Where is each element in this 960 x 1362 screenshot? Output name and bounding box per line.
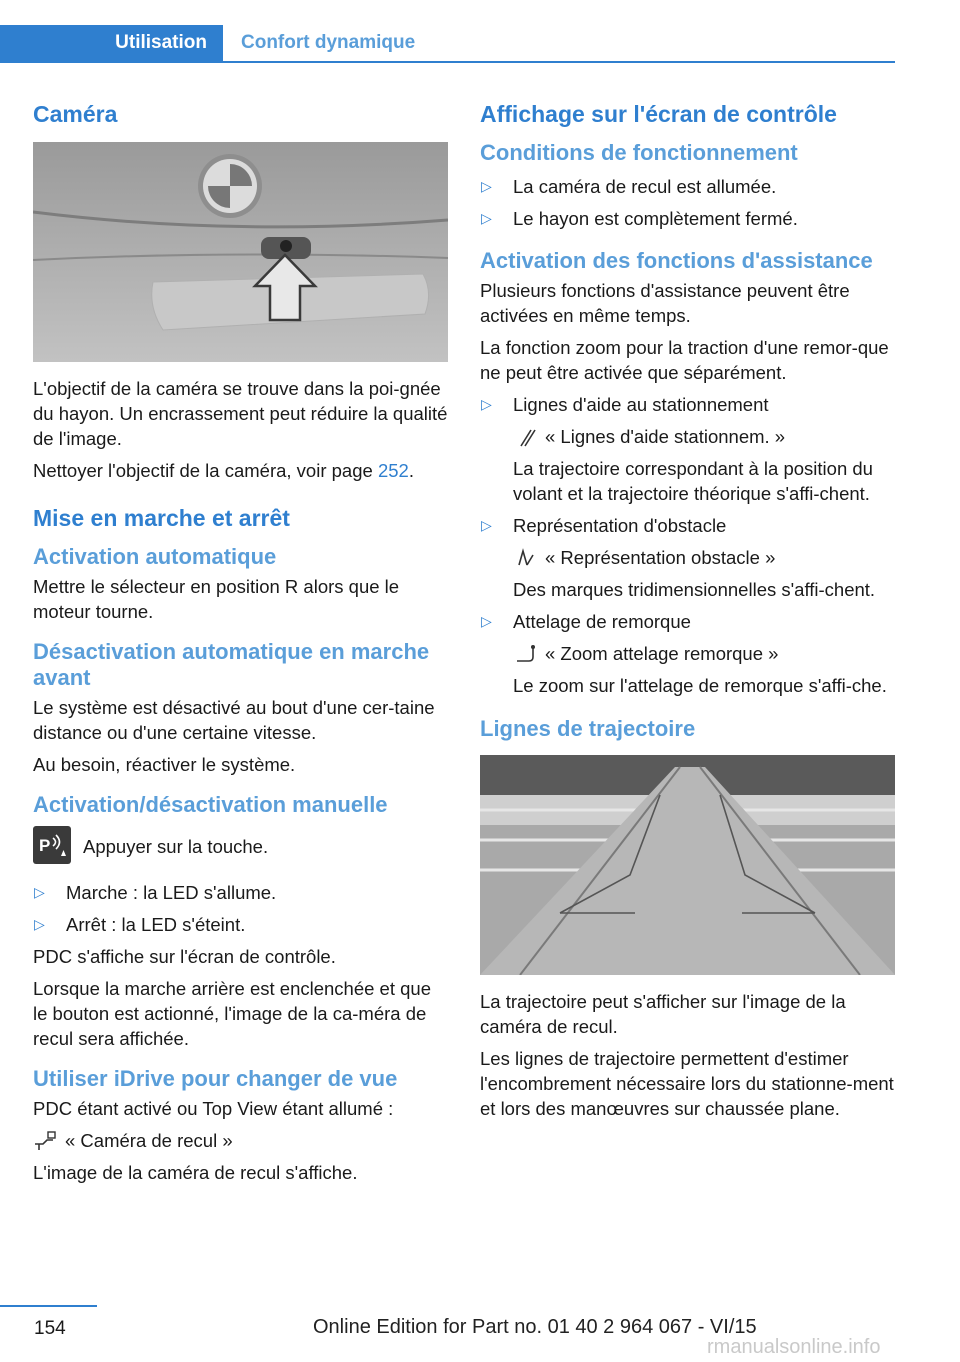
list-item: ▷ Lignes d'aide au stationnement « Lignes d'aide stationnem. » La trajectoire correspondant à la position du volant et la trajectoire théorique s'affi‐chent. [481, 394, 873, 504]
list-item: ▷ La caméra de recul est allumée. [481, 176, 777, 197]
camera-text-1: L'objectif de la caméra se trouve dans la poi‐gnée du hayon. Un encrassement peut réduire la qualité de l'image. [33, 378, 448, 449]
pdc-button-icon [33, 826, 71, 864]
manual-list [33, 880, 448, 937]
assist-list [480, 392, 895, 698]
parking-lines-icon [513, 426, 539, 448]
idrive-text-2: L'image de la caméra de recul s'affiche. [33, 1162, 358, 1183]
trailer-hitch-icon [513, 643, 539, 665]
list-item: ▷ Arrêt : la LED s'éteint. [34, 914, 246, 935]
watermark: rmanualsonline.info [707, 1336, 881, 1358]
idrive-menu-line [33, 1128, 448, 1153]
trajectory-text-1: La trajectoire peut s'afficher sur l'image de la caméra de recul. [480, 991, 846, 1037]
manual-text-2: PDC s'affiche sur l'écran de contrôle. [33, 946, 336, 967]
trajectory-text-2: Les lignes de trajectoire permettent d'estimer l'encombrement nécessaire lors du stationne‐ment et lors des manœuvres sur chaussée plane. [480, 1048, 894, 1119]
page-link-252[interactable]: 252 [377, 460, 409, 481]
idrive-text-1: PDC étant activé ou Top View étant allumé : [33, 1098, 394, 1119]
list-item: ▷ Représentation d'obstacle « Représentation obstacle » Des marques tridimensionnelles s'affi‐chent. [481, 515, 876, 600]
header-tabbar [0, 25, 895, 63]
conditions-list [480, 174, 895, 231]
tab-utilisation[interactable]: Utilisation [0, 25, 223, 61]
list-item: ▷ Attelage de remorque « Zoom attelage remorque » Le zoom sur l'attelage de remorque s'affi‐che. [481, 611, 887, 696]
auto-off-heading: Désactivation automatique en marche avant [33, 639, 430, 690]
list-item: ▷ Marche : la LED s'allume. [34, 882, 277, 903]
rear-camera-icon [33, 1130, 59, 1152]
auto-off-text-2: Au besoin, réactiver le système. [33, 754, 296, 775]
auto-off-text-1: Le système est désactivé au bout d'une cer‐taine distance ou d'une certaine vitesse. [33, 697, 435, 743]
left-column [33, 100, 448, 1192]
camera-text-2: Nettoyer l'objectif de la caméra, voir page 252. [33, 460, 414, 481]
pdc-button-row [33, 826, 448, 866]
assist-text-1: Plusieurs fonctions d'assistance peuvent être activées en même temps. [480, 280, 850, 326]
obstacle-icon [513, 547, 539, 569]
trajectory-lines-figure [480, 755, 895, 975]
svg-text:P: P [39, 836, 51, 855]
idrive-menu-label: « Caméra de recul » [65, 1130, 233, 1151]
camera-location-figure [33, 142, 448, 362]
page-number: 154 [34, 1318, 66, 1339]
manual-heading: Activation/désactivation manuelle [33, 792, 388, 817]
footer-rule [0, 1305, 97, 1307]
auto-on-heading: Activation automatique [33, 544, 277, 569]
manual-text: Appuyer sur la touche. [83, 836, 269, 857]
list-item: ▷ Le hayon est complètement fermé. [481, 208, 798, 229]
idrive-heading: Utiliser iDrive pour changer de vue [33, 1066, 398, 1091]
assist-heading: Activation des fonctions d'assistance [480, 248, 873, 273]
auto-on-text: Mettre le sélecteur en position R alors que le moteur tourne. [33, 576, 400, 622]
right-column [480, 100, 895, 1128]
camera-heading: Caméra [33, 101, 118, 127]
display-heading: Affichage sur l'écran de contrôle [480, 101, 837, 127]
manual-text-3: Lorsque la marche arrière est enclenchée et que le bouton est actionné, l'image de la ca‐méra de recul sera affichée. [33, 978, 431, 1049]
assist-text-2: La fonction zoom pour la traction d'une remor‐que ne peut être activée que séparément. [480, 337, 889, 383]
tab-confort-dynamique[interactable]: Confort dynamique [241, 32, 416, 53]
conditions-heading: Conditions de fonctionnement [480, 140, 798, 165]
edition-line: Online Edition for Part no. 01 40 2 964 067 - VI/15 [313, 1316, 757, 1338]
onoff-heading: Mise en marche et arrêt [33, 505, 290, 531]
trajectory-heading: Lignes de trajectoire [480, 716, 696, 741]
